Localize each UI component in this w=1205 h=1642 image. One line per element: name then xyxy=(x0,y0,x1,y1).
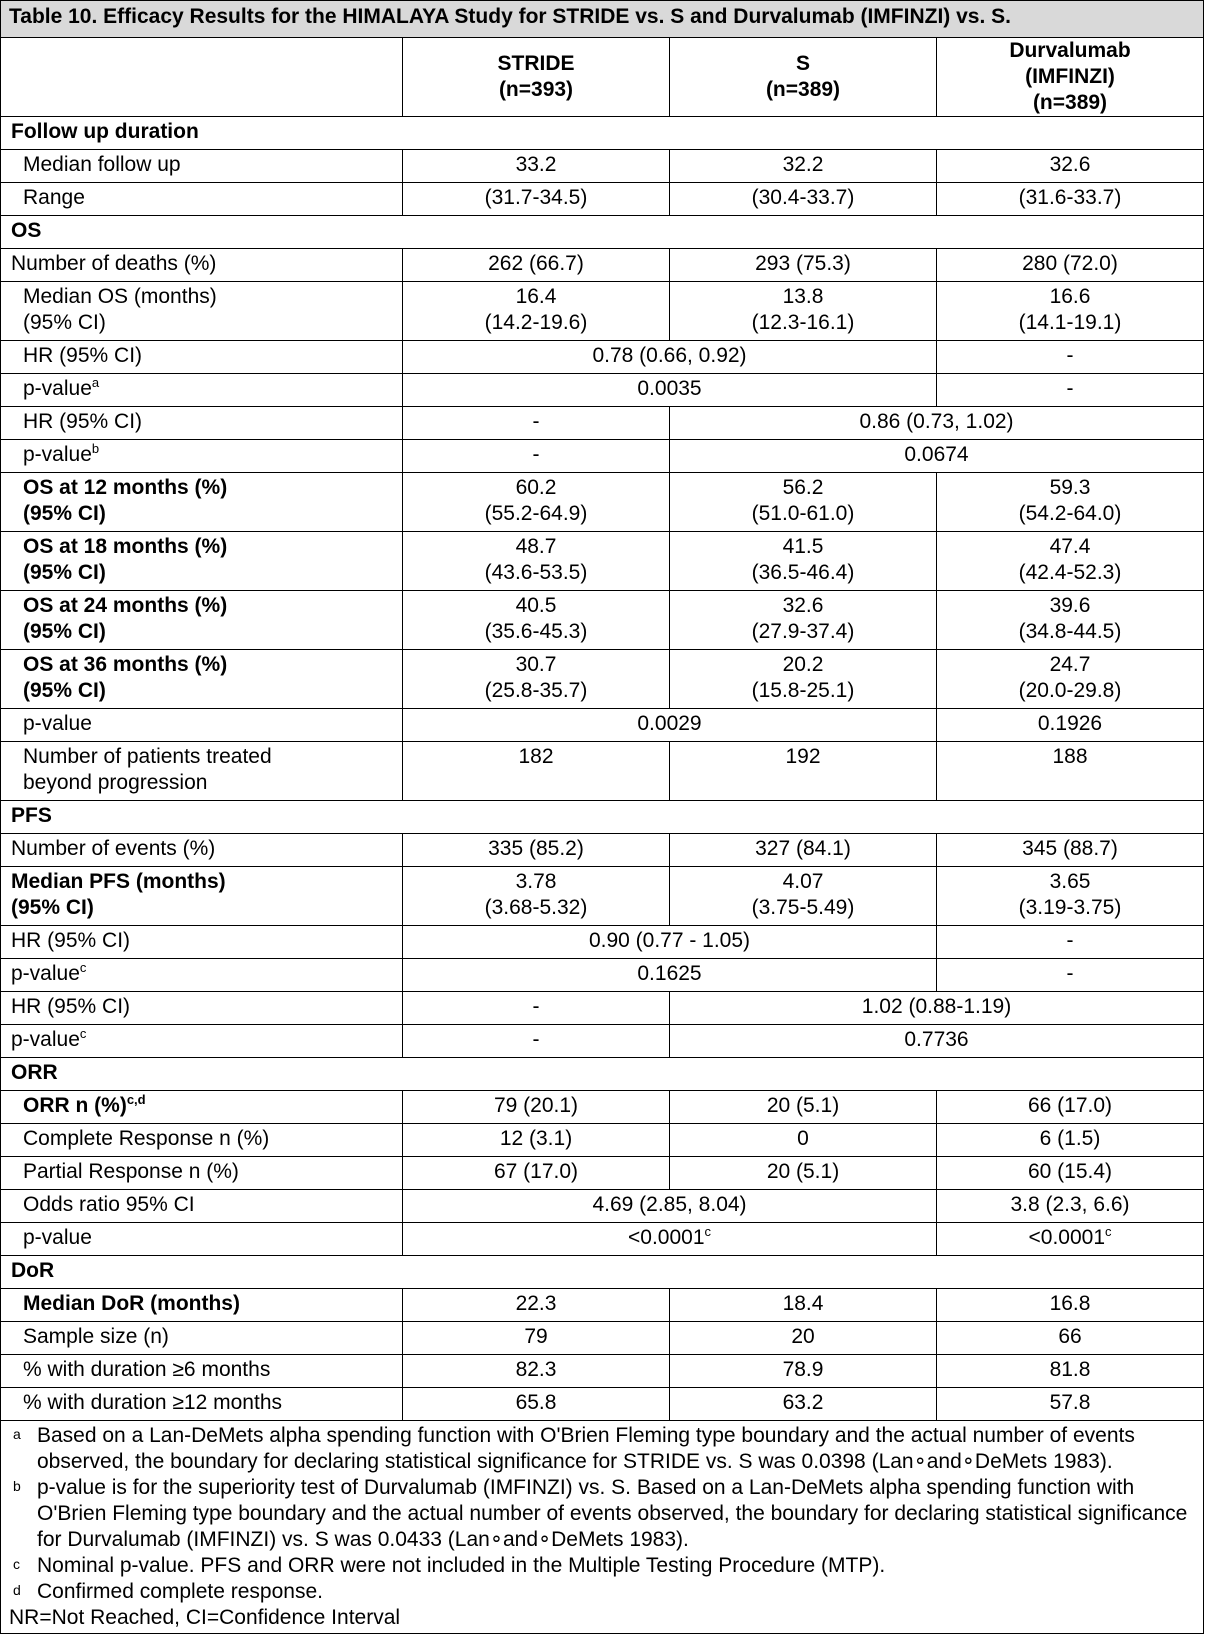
cell: 47.4 (42.4-52.3) xyxy=(937,532,1204,591)
row-label: Median follow up xyxy=(1,150,403,183)
table-row xyxy=(1,341,1204,374)
cell: 65.8 xyxy=(403,1388,670,1421)
table-row xyxy=(1,282,1204,341)
cell: - xyxy=(403,407,670,440)
row-label: Number of patients treated beyond progression xyxy=(1,742,403,801)
header-s: S (n=389) xyxy=(670,38,937,117)
table-row xyxy=(1,1289,1204,1322)
table-row xyxy=(1,1190,1204,1223)
cell: 6 (1.5) xyxy=(937,1124,1204,1157)
table-row xyxy=(1,374,1204,407)
cell: 16.8 xyxy=(937,1289,1204,1322)
section-dor: DoR xyxy=(1,1256,1204,1289)
table-row xyxy=(1,1124,1204,1157)
cell: (31.6-33.7) xyxy=(937,183,1204,216)
section-followup: Follow up duration xyxy=(1,117,1204,150)
table-row xyxy=(1,1157,1204,1190)
cell: 18.4 xyxy=(670,1289,937,1322)
cell: - xyxy=(937,926,1204,959)
cell: 60.2 (55.2-64.9) xyxy=(403,473,670,532)
table-row xyxy=(1,742,1204,801)
table-row xyxy=(1,867,1204,926)
row-label: HR (95% CI) xyxy=(1,992,403,1025)
row-label: OS at 36 months (%) (95% CI) xyxy=(1,650,403,709)
row-label: p-value$^c$ xyxy=(1,959,403,992)
cell: 0.86 (0.73, 1.02) xyxy=(670,407,1204,440)
row-label: Median PFS (months) (95% CI) xyxy=(1,867,403,926)
cell: 12 (3.1) xyxy=(403,1124,670,1157)
cell: 78.9 xyxy=(670,1355,937,1388)
cell: 0.7736 xyxy=(670,1025,1204,1058)
table-row xyxy=(1,150,1204,183)
table-row xyxy=(1,926,1204,959)
cell: 60 (15.4) xyxy=(937,1157,1204,1190)
table-row xyxy=(1,1223,1204,1256)
section-row xyxy=(1,216,1204,249)
row-label: Number of events (%) xyxy=(1,834,403,867)
table-row xyxy=(1,532,1204,591)
cell: 48.7 (43.6-53.5) xyxy=(403,532,670,591)
footnote-ref: c,d xyxy=(126,1092,146,1107)
cell: 20 (5.1) xyxy=(670,1157,937,1190)
cell: 39.6 (34.8-44.5) xyxy=(937,591,1204,650)
row-label: Complete Response n (%) xyxy=(1,1124,403,1157)
table-row xyxy=(1,650,1204,709)
cell: 20.2 (15.8-25.1) xyxy=(670,650,937,709)
cell: 3.65 (3.19-3.75) xyxy=(937,867,1204,926)
row-label: HR (95% CI) xyxy=(1,926,403,959)
cell: 20 (5.1) xyxy=(670,1091,937,1124)
cell: 24.7 (20.0-29.8) xyxy=(937,650,1204,709)
section-orr: ORR xyxy=(1,1058,1204,1091)
table-row xyxy=(1,709,1204,742)
header-durvalumab: Durvalumab (IMFINZI) (n=389) xyxy=(937,38,1204,117)
row-label: Number of deaths (%) xyxy=(1,249,403,282)
cell: 4.69 (2.85, 8.04) xyxy=(403,1190,937,1223)
cell: 4.07 (3.75-5.49) xyxy=(670,867,937,926)
cell: 79 xyxy=(403,1322,670,1355)
table-row xyxy=(1,992,1204,1025)
cell: 335 (85.2) xyxy=(403,834,670,867)
section-pfs: PFS xyxy=(1,801,1204,834)
table-title: Table 10. Efficacy Results for the HIMALAYA Study for STRIDE vs. S and Durvalumab (IMFINZI) vs. S. xyxy=(1,1,1204,38)
row-label: % with duration ≥12 months xyxy=(1,1388,403,1421)
cell: 0.0674 xyxy=(670,440,1204,473)
table-row xyxy=(1,591,1204,650)
cell: 20 xyxy=(670,1322,937,1355)
footnote-b: b p-value is for the superiority test of Durvalumab (IMFINZI) vs. S. Based on a Lan-DeMets alpha spending function with O'Brien Fleming type boundary and the actual number of events observed, the boundary for declaring statistical significance for Durvalumab (IMFINZI) vs. S was 0.0433 (Lan∘and∘DeMets 1983). xyxy=(13,1476,1188,1551)
row-label: Median DoR (months) xyxy=(1,1289,403,1322)
section-row xyxy=(1,117,1204,150)
row-label: p-value xyxy=(1,709,403,742)
cell: 345 (88.7) xyxy=(937,834,1204,867)
table-row xyxy=(1,1322,1204,1355)
row-label: Median OS (months) (95% CI) xyxy=(1,282,403,341)
row-label: OS at 12 months (%) (95% CI) xyxy=(1,473,403,532)
header-empty xyxy=(1,38,403,117)
header-stride: STRIDE (n=393) xyxy=(403,38,670,117)
cell: 1.02 (0.88-1.19) xyxy=(670,992,1204,1025)
table-row xyxy=(1,1388,1204,1421)
cell: 293 (75.3) xyxy=(670,249,937,282)
cell: 0 xyxy=(670,1124,937,1157)
cell: 67 (17.0) xyxy=(403,1157,670,1190)
cell: 0.78 (0.66, 0.92) xyxy=(403,341,937,374)
footnote-ref: c xyxy=(79,960,87,975)
cell: 32.2 xyxy=(670,150,937,183)
row-label: Range xyxy=(1,183,403,216)
table-row xyxy=(1,834,1204,867)
row-label: p-value xyxy=(1,1223,403,1256)
footnote-ref: b xyxy=(91,441,100,456)
cell: 79 (20.1) xyxy=(403,1091,670,1124)
column-header-row xyxy=(1,38,1204,117)
section-os: OS xyxy=(1,216,1204,249)
cell: 22.3 xyxy=(403,1289,670,1322)
footnote-ref: a xyxy=(91,375,100,390)
cell: 82.3 xyxy=(403,1355,670,1388)
cell: 32.6 xyxy=(937,150,1204,183)
cell: 16.4 (14.2-19.6) xyxy=(403,282,670,341)
table-title-row xyxy=(1,1,1204,38)
cell: 66 xyxy=(937,1322,1204,1355)
table-row xyxy=(1,249,1204,282)
cell: 30.7 (25.8-35.7) xyxy=(403,650,670,709)
cell: 192 xyxy=(670,742,937,801)
row-label: p-value$^c$ xyxy=(1,1025,403,1058)
row-label: OS at 18 months (%) (95% CI) xyxy=(1,532,403,591)
footnote-a: a Based on a Lan-DeMets alpha spending function with O'Brien Fleming type boundary and the actual number of events observed, the boundary for declaring statistical significance for STRIDE vs. S was 0.0398 (Lan∘and∘DeMets 1983). xyxy=(13,1424,1135,1473)
cell: 32.6 (27.9-37.4) xyxy=(670,591,937,650)
cell: 57.8 xyxy=(937,1388,1204,1421)
cell: 0.1625 xyxy=(403,959,937,992)
table-row xyxy=(1,440,1204,473)
abbreviations: NR=Not Reached, CI=Confidence Interval xyxy=(9,1606,401,1629)
cell: (31.7-34.5) xyxy=(403,183,670,216)
table-row xyxy=(1,1355,1204,1388)
row-label: HR (95% CI) xyxy=(1,407,403,440)
section-row xyxy=(1,1256,1204,1289)
cell: - xyxy=(403,440,670,473)
section-row xyxy=(1,1058,1204,1091)
footnotes-row xyxy=(1,1421,1204,1634)
table-row xyxy=(1,183,1204,216)
cell: - xyxy=(403,992,670,1025)
row-label: % with duration ≥6 months xyxy=(1,1355,403,1388)
cell: - xyxy=(937,341,1204,374)
footnote-c: c Nominal p-value. PFS and ORR were not included in the Multiple Testing Procedure (MTP). xyxy=(13,1554,886,1577)
cell: 3.8 (2.3, 6.6) xyxy=(937,1190,1204,1223)
row-label: p-value$^a$ xyxy=(1,374,403,407)
row-label: OS at 24 months (%) (95% CI) xyxy=(1,591,403,650)
row-label: p-value$^b$ xyxy=(1,440,403,473)
table-row xyxy=(1,1025,1204,1058)
row-label: Partial Response n (%) xyxy=(1,1157,403,1190)
cell: 33.2 xyxy=(403,150,670,183)
footnote-ref: c xyxy=(79,1026,87,1041)
cell: 280 (72.0) xyxy=(937,249,1204,282)
table-row xyxy=(1,407,1204,440)
cell: <0.0001$^c$ xyxy=(403,1223,937,1256)
footnote-ref: c xyxy=(704,1224,711,1239)
row-label: ORR n (%)$^{c,d}$ xyxy=(1,1091,403,1124)
cell: <0.0001$^c$ xyxy=(937,1223,1204,1256)
row-label: Sample size (n) xyxy=(1,1322,403,1355)
cell: 0.0035 xyxy=(403,374,937,407)
footnote-ref: c xyxy=(1105,1224,1112,1239)
cell: 182 xyxy=(403,742,670,801)
footnotes xyxy=(1,1421,1204,1634)
cell: 16.6 (14.1-19.1) xyxy=(937,282,1204,341)
cell: 262 (66.7) xyxy=(403,249,670,282)
table-row xyxy=(1,959,1204,992)
cell: 41.5 (36.5-46.4) xyxy=(670,532,937,591)
cell: 59.3 (54.2-64.0) xyxy=(937,473,1204,532)
table-row xyxy=(1,1091,1204,1124)
cell: 188 xyxy=(937,742,1204,801)
cell: - xyxy=(937,374,1204,407)
cell: 66 (17.0) xyxy=(937,1091,1204,1124)
cell: 0.90 (0.77 - 1.05) xyxy=(403,926,937,959)
row-label: HR (95% CI) xyxy=(1,341,403,374)
cell: 56.2 (51.0-61.0) xyxy=(670,473,937,532)
section-row xyxy=(1,801,1204,834)
cell: - xyxy=(403,1025,670,1058)
cell: 40.5 (35.6-45.3) xyxy=(403,591,670,650)
cell: - xyxy=(937,959,1204,992)
cell: 81.8 xyxy=(937,1355,1204,1388)
cell: (30.4-33.7) xyxy=(670,183,937,216)
cell: 0.0029 xyxy=(403,709,937,742)
footnote-d: d Confirmed complete response. xyxy=(13,1580,323,1603)
table-row xyxy=(1,473,1204,532)
cell: 13.8 (12.3-16.1) xyxy=(670,282,937,341)
cell: 327 (84.1) xyxy=(670,834,937,867)
row-label: Odds ratio 95% CI xyxy=(1,1190,403,1223)
cell: 0.1926 xyxy=(937,709,1204,742)
cell: 63.2 xyxy=(670,1388,937,1421)
cell: 3.78 (3.68-5.32) xyxy=(403,867,670,926)
